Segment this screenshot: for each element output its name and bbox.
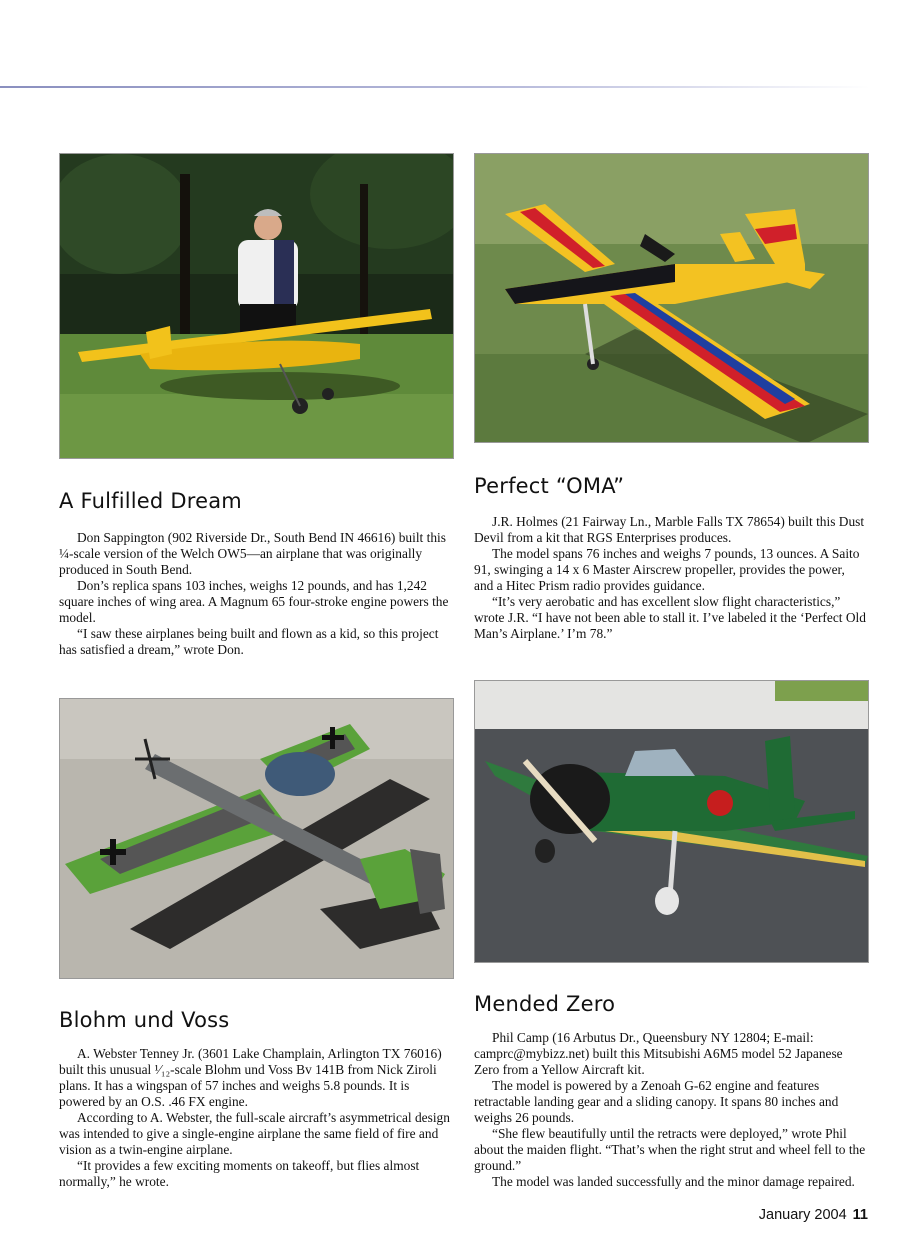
article-body-perfect-oma <box>474 514 867 642</box>
article-body-blohm-und-voss <box>59 1046 452 1190</box>
paragraph: Don’s replica spans 103 inches, weighs 12 pounds, and has 1,242 square inches of wing area. A Magnum 65 four-stroke engine powers the model. <box>59 578 449 625</box>
article-title-perfect-oma: Perfect “OMA” <box>474 474 625 498</box>
top-rule <box>0 86 870 88</box>
paragraph: Phil Camp (16 Arbutus Dr., Queensbury NY 12804; E-mail: camprc@mybizz.net) built this Mitsubishi A6M5 model 52 Japanese Zero from a Yellow Aircraft kit. <box>474 1030 843 1077</box>
article-title-blohm-und-voss: Blohm und Voss <box>59 1008 230 1032</box>
page-footer <box>759 1207 868 1223</box>
paragraph: The model was landed successfully and the minor damage repaired. <box>492 1174 855 1189</box>
paragraph: “It provides a few exciting moments on takeoff, but flies almost normally,” he wrote. <box>59 1158 420 1189</box>
article-body-fulfilled-dream <box>59 530 452 658</box>
article-body-mended-zero <box>474 1030 867 1190</box>
paragraph: “She flew beautifully until the retracts were deployed,” wrote Phil about the maiden flight. “That’s when the right strut and wheel fell to the ground.” <box>474 1126 866 1173</box>
photo-mended-zero <box>474 680 869 963</box>
page-number: 11 <box>852 1207 868 1223</box>
paragraph: The model is powered by a Zenoah G-62 engine and features retractable landing gear and a sliding canopy. It spans 80 inches and weighs 26 pounds. <box>474 1078 839 1125</box>
issue-date: January 2004 <box>758 1207 847 1223</box>
paragraph: A. Webster Tenney Jr. (3601 Lake Champlain, Arlington TX 76016) built this unusual ¹⁄₁₂-scale Blohm und Voss Bv 141B from Nick Ziroli plans. It has a wingspan of 57 inches and weighs 5.8 pounds. It is powered by an O.S. .46 FX engine. <box>59 1046 442 1109</box>
article-title-mended-zero: Mended Zero <box>474 992 616 1016</box>
photo-perfect-oma <box>474 153 869 443</box>
paragraph: The model spans 76 inches and weighs 7 pounds, 13 ounces. A Saito 91, swinging a 14 x 6 Master Airscrew propeller, provides the power, and a Hitec Prism radio provides guidance. <box>474 546 860 593</box>
paragraph: “I saw these airplanes being built and flown as a kid, so this project has satisfied a dream,” wrote Don. <box>59 626 439 657</box>
photo-fulfilled-dream <box>59 153 454 459</box>
paragraph: “It’s very aerobatic and has excellent slow flight characteristics,” wrote J.R. “I have not been able to stall it. I’ve labeled it the ‘Perfect Old Man’s Airplane.’ I’m 78.” <box>474 594 866 641</box>
paragraph: J.R. Holmes (21 Fairway Ln., Marble Falls TX 78654) built this Dust Devil from a kit that RGS Enterprises produces. <box>474 514 865 545</box>
paragraph: Don Sappington (902 Riverside Dr., South Bend IN 46616) built this ¼-scale version of the Welch OW5—an airplane that was originally produced in South Bend. <box>59 530 446 577</box>
paragraph: According to A. Webster, the full-scale aircraft’s asymmetrical design was intended to give a single-engine airplane the same field of fire and vision as a twin-engine airplane. <box>59 1110 450 1157</box>
article-title-fulfilled-dream: A Fulfilled Dream <box>59 489 242 513</box>
photo-blohm-und-voss <box>59 698 454 979</box>
